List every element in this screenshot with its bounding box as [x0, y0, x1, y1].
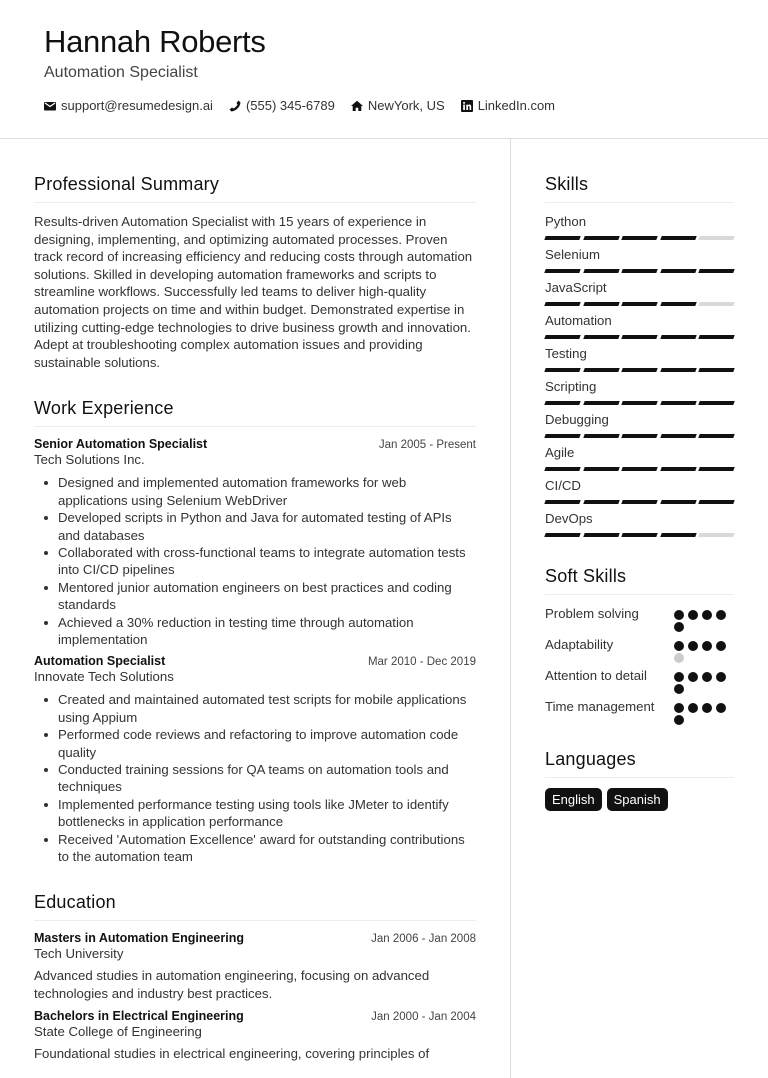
skill-item	[545, 279, 734, 311]
skill-item	[545, 411, 734, 443]
skill-item	[545, 345, 734, 377]
skill-level-segment	[660, 335, 696, 339]
skill-level-bar	[545, 297, 734, 311]
contact-phone-text: (555) 345-6789	[245, 98, 335, 113]
skill-level-segment	[583, 368, 619, 372]
skill-level-segment	[544, 467, 580, 471]
education-date: Jan 2006 - Jan 2008	[371, 933, 476, 946]
skill-name: DevOps	[545, 511, 593, 526]
rating-dot-icon	[674, 672, 684, 682]
contact-phone[interactable]	[229, 98, 335, 113]
skill-level-segment	[544, 302, 580, 306]
skill-level-segment	[583, 236, 619, 240]
job-bullet: Conducted training sessions for QA teams on automation tools and techniques	[34, 761, 476, 796]
rating-dot-icon	[716, 672, 726, 682]
section-title-education: Education	[34, 890, 476, 921]
school: State College of Engineering	[34, 1023, 202, 1039]
skill-level-bar	[545, 462, 734, 476]
education-description: Foundational studies in electrical engineering, covering principles of	[34, 1045, 430, 1061]
soft-skills-list	[545, 605, 734, 725]
skill-level-segment	[583, 533, 619, 537]
skill-level-bar	[545, 429, 734, 443]
job-company: Innovate Tech Solutions	[34, 669, 174, 685]
skill-level-segment	[544, 500, 580, 504]
skill-level-segment	[621, 302, 657, 306]
skill-level-segment	[698, 269, 734, 273]
job-company: Tech Solutions Inc.	[34, 452, 145, 468]
skill-name: JavaScript	[545, 280, 607, 295]
soft-skill-item	[545, 636, 734, 663]
soft-skill-item	[545, 605, 734, 632]
skill-item	[545, 213, 734, 245]
rating-dot-icon	[674, 641, 684, 651]
skill-level-segment	[621, 401, 657, 405]
education-entry	[34, 1009, 476, 1063]
resume-body	[0, 139, 768, 1078]
soft-skill-name: Adaptability	[545, 637, 614, 652]
rating-dot-icon	[688, 672, 698, 682]
skill-level-segment	[544, 434, 580, 438]
envelope-icon	[44, 100, 56, 112]
skill-level-bar	[545, 264, 734, 278]
skill-level-segment	[544, 335, 580, 339]
soft-skill-rating	[674, 636, 734, 663]
education-date: Jan 2000 - Jan 2004	[371, 1010, 476, 1023]
skill-level-segment	[621, 500, 657, 504]
skill-level-segment	[660, 467, 696, 471]
job-entry	[34, 437, 476, 648]
job-bullet: Designed and implemented automation frameworks for web applications using Selenium WebDriver	[34, 474, 476, 509]
soft-skill-name: Attention to detail	[545, 668, 647, 683]
skill-level-segment	[698, 533, 734, 537]
school: Tech University	[34, 946, 124, 962]
skill-level-segment	[621, 335, 657, 339]
skill-level-segment	[660, 302, 696, 306]
skill-level-segment	[698, 467, 734, 471]
skill-level-segment	[621, 269, 657, 273]
skill-level-bar	[545, 363, 734, 377]
skill-level-segment	[698, 335, 734, 339]
skill-level-segment	[583, 269, 619, 273]
soft-skill-item	[545, 698, 734, 725]
rating-dot-icon	[716, 641, 726, 651]
skill-level-segment	[698, 236, 734, 240]
summary-text: Results-driven Automation Specialist with 15 years of experience in designing, implementing, and optimizing automated processes. Proven track record of increasing efficiency and reducing costs through automation solutions. Skilled in developing automation frameworks and scripts to streamline workflows. Successfully led teams to deliver high-quality automation projects on time and within budget. Demonstrated expertise in utilizing cutting-edge technologies to drive business growth and innovation. Adept at troubleshooting complex automation issues and providing sustainable solutions.	[34, 214, 473, 370]
column-divider	[510, 139, 511, 1078]
job-date: Mar 2010 - Dec 2019	[367, 656, 476, 669]
job-title: Automation Specialist	[34, 654, 166, 669]
languages-list	[545, 788, 734, 811]
contact-linkedin-text: LinkedIn.com	[477, 98, 556, 113]
skill-level-segment	[660, 401, 696, 405]
rating-dot-icon	[674, 622, 684, 632]
rating-dot-icon	[674, 653, 684, 663]
rating-dot-icon	[674, 715, 684, 725]
rating-dot-icon	[674, 684, 684, 694]
job-bullet: Created and maintained automated test scripts for mobile applications using Appium	[34, 691, 476, 726]
section-title-languages: Languages	[545, 747, 734, 778]
skill-item	[545, 246, 734, 278]
contact-linkedin[interactable]	[461, 98, 555, 113]
skill-name: Python	[545, 214, 587, 229]
phone-icon	[229, 100, 241, 112]
skill-level-segment	[544, 236, 580, 240]
skill-level-segment	[660, 236, 696, 240]
soft-skill-name: Problem solving	[545, 606, 639, 621]
rating-dot-icon	[702, 641, 712, 651]
section-title-summary: Professional Summary	[34, 172, 476, 203]
rating-dot-icon	[716, 703, 726, 713]
rating-dot-icon	[702, 703, 712, 713]
skill-name: CI/CD	[545, 478, 581, 493]
skill-level-segment	[583, 500, 619, 504]
job-bullet: Achieved a 30% reduction in testing time through automation implementation	[34, 614, 476, 649]
skill-name: Debugging	[545, 412, 609, 427]
skill-level-segment	[660, 434, 696, 438]
rating-dot-icon	[674, 703, 684, 713]
rating-dot-icon	[688, 610, 698, 620]
soft-skills-section	[545, 564, 734, 725]
skill-item	[545, 477, 734, 509]
job-bullet: Implemented performance testing using tools like JMeter to identify bottlenecks in application performance	[34, 796, 476, 831]
skill-item	[545, 510, 734, 542]
skill-level-segment	[621, 368, 657, 372]
skill-level-segment	[698, 401, 734, 405]
soft-skill-name: Time management	[545, 699, 655, 714]
contact-email-text: support@resumedesign.ai	[61, 98, 213, 113]
skill-level-segment	[698, 368, 734, 372]
language-tag: Spanish	[607, 788, 668, 811]
soft-skill-item	[545, 667, 734, 694]
skill-item	[545, 444, 734, 476]
job-bullet: Received 'Automation Excellence' award for outstanding contributions to the automation team	[34, 831, 476, 866]
skill-level-segment	[544, 401, 580, 405]
skill-level-segment	[660, 533, 696, 537]
work-section	[34, 396, 476, 865]
rating-dot-icon	[688, 641, 698, 651]
skill-level-segment	[583, 434, 619, 438]
main-column	[34, 172, 476, 1068]
job-bullets	[34, 691, 476, 865]
home-icon	[351, 100, 363, 112]
skill-level-bar	[545, 528, 734, 542]
candidate-title: Automation Specialist	[44, 64, 198, 81]
skill-level-segment	[698, 434, 734, 438]
rating-dot-icon	[702, 672, 712, 682]
job-bullet: Mentored junior automation engineers on best practices and coding standards	[34, 579, 476, 614]
skill-level-segment	[698, 500, 734, 504]
job-bullets	[34, 474, 476, 648]
soft-skill-rating	[674, 667, 734, 694]
skill-name: Scripting	[545, 379, 597, 394]
resume-header	[0, 0, 768, 139]
skill-level-segment	[660, 500, 696, 504]
education-description: Advanced studies in automation engineering, focusing on advanced technologies and industry best practices.	[34, 968, 430, 1002]
skill-name: Testing	[545, 346, 587, 361]
soft-skill-rating	[674, 698, 734, 725]
education-entry	[34, 931, 476, 1002]
job-bullet: Performed code reviews and refactoring to improve automation code quality	[34, 726, 476, 761]
skill-level-segment	[621, 434, 657, 438]
job-bullet: Developed scripts in Python and Java for automated testing of APIs and databases	[34, 509, 476, 544]
skill-level-segment	[621, 467, 657, 471]
section-title-soft-skills: Soft Skills	[545, 564, 734, 595]
linkedin-icon	[461, 100, 473, 112]
skill-level-segment	[544, 269, 580, 273]
contact-location	[351, 98, 445, 113]
skill-level-segment	[583, 335, 619, 339]
skill-level-segment	[660, 368, 696, 372]
rating-dot-icon	[702, 610, 712, 620]
rating-dot-icon	[688, 703, 698, 713]
skill-name: Agile	[545, 445, 575, 460]
contact-email[interactable]	[44, 98, 213, 113]
skill-level-segment	[660, 269, 696, 273]
job-title: Senior Automation Specialist	[34, 437, 208, 452]
rating-dot-icon	[674, 610, 684, 620]
skill-item	[545, 312, 734, 344]
skill-level-segment	[544, 533, 580, 537]
section-title-skills: Skills	[545, 172, 734, 203]
sidebar-column	[545, 172, 734, 811]
skill-level-segment	[621, 533, 657, 537]
skill-item	[545, 378, 734, 410]
skill-name: Automation	[545, 313, 612, 328]
skill-level-bar	[545, 396, 734, 410]
job-bullet: Collaborated with cross-functional teams to integrate automation tests into CI/CD pipelines	[34, 544, 476, 579]
skill-level-segment	[698, 302, 734, 306]
contact-location-text: NewYork, US	[367, 98, 445, 113]
skill-level-bar	[545, 330, 734, 344]
skill-level-segment	[583, 467, 619, 471]
skills-section	[545, 172, 734, 542]
rating-dot-icon	[716, 610, 726, 620]
skill-level-segment	[583, 401, 619, 405]
summary-section	[34, 172, 476, 371]
contact-list	[44, 98, 768, 113]
languages-section	[545, 747, 734, 811]
degree: Bachelors in Electrical Engineering	[34, 1008, 244, 1023]
skill-name: Selenium	[545, 247, 600, 262]
skill-level-bar	[545, 231, 734, 245]
skills-list	[545, 213, 734, 542]
skill-level-segment	[583, 302, 619, 306]
soft-skill-rating	[674, 605, 734, 632]
skill-level-segment	[544, 368, 580, 372]
candidate-name: Hannah Roberts	[44, 24, 266, 59]
education-section	[34, 890, 476, 1062]
skill-level-bar	[545, 495, 734, 509]
job-entry	[34, 654, 476, 865]
degree: Masters in Automation Engineering	[34, 931, 244, 946]
language-tag: English	[545, 788, 602, 811]
skill-level-segment	[621, 236, 657, 240]
section-title-work: Work Experience	[34, 396, 476, 427]
job-date: Jan 2005 - Present	[378, 439, 476, 452]
